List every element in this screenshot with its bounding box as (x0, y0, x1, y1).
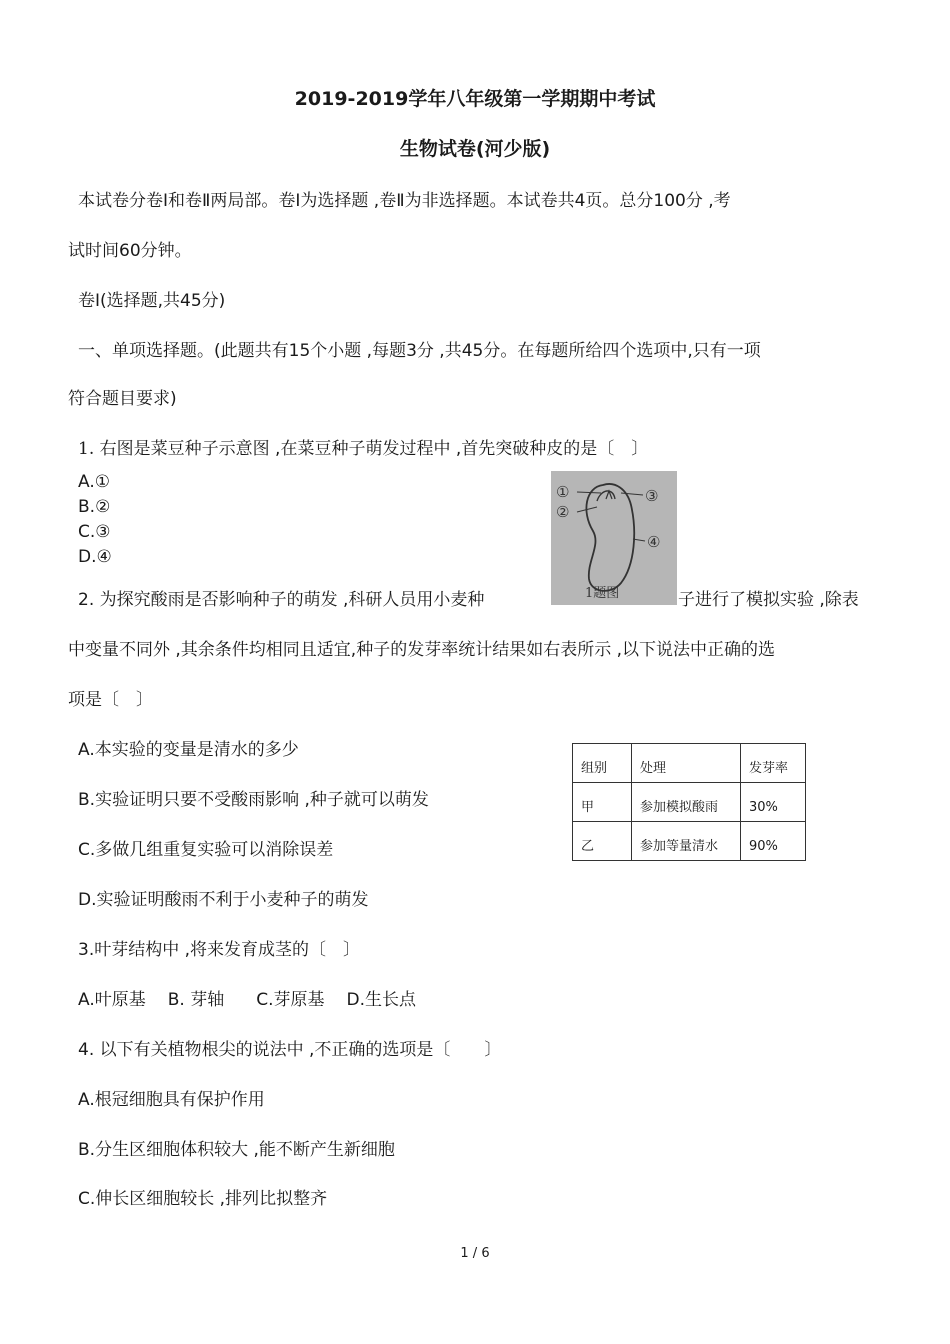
q3-stem: 3.叶芽结构中 ,将来发育成茎的〔 〕 (78, 940, 361, 960)
q2-stem-line-2: 中变量不同外 ,其余条件均相同且适宜,种子的发芽率统计结果如右表所示 ,以下说法中正确的选 (68, 640, 776, 660)
q4-stem: 4. 以下有关植物根尖的说法中 ,不正确的选项是〔 〕 (78, 1040, 502, 1060)
q1-option-d: D.④ (78, 547, 112, 567)
q4-option-a: A.根冠细胞具有保护作用 (78, 1090, 265, 1110)
q3-option-a: A.叶原基 (78, 990, 146, 1010)
q3-option-c: C.芽原基 (256, 990, 325, 1010)
table-row (573, 822, 806, 861)
q1-option-b: B.② (78, 497, 111, 517)
q2-stem-line-3: 项是〔 〕 (68, 690, 153, 710)
q2-option-a: A.本实验的变量是清水的多少 (78, 740, 299, 760)
label-4: ④ (647, 533, 661, 551)
header-group: 组别 (573, 744, 632, 783)
instructions-line-1: 一、单项选择题。(此题共有15个小题 ,每题3分 ,共45分。在每题所给四个选项中,只有一项 (78, 341, 761, 361)
germination-table (572, 743, 806, 861)
page-number: 1 / 6 (460, 1246, 490, 1261)
cell-treatment: 参加模拟酸雨 (632, 783, 741, 822)
label-line-1 (577, 492, 601, 493)
q2-option-c: C.多做几组重复实验可以消除误差 (78, 840, 334, 860)
q1-text: 右图是菜豆种子示意图 ,在菜豆种子萌发过程中 ,首先突破种皮的是〔 〕 (99, 439, 649, 459)
q1-number: 1. (78, 439, 95, 459)
instructions-line-2: 符合题目要求) (68, 389, 177, 409)
table-row (573, 783, 806, 822)
bean-seed-figure (551, 471, 677, 605)
cell-group: 甲 (573, 783, 632, 822)
cell-group: 乙 (573, 822, 632, 861)
header-treatment: 处理 (632, 744, 741, 783)
q1-option-a: A.① (78, 472, 110, 492)
q3-option-b: B. 芽轴 (167, 990, 225, 1010)
label-line-3 (621, 493, 643, 495)
q1-option-c: C.③ (78, 522, 111, 542)
cell-treatment: 参加等量清水 (632, 822, 741, 861)
figure-caption: 1题图 (585, 586, 620, 601)
seed-outline (586, 484, 634, 591)
q2-stem-part-a: 2. 为探究酸雨是否影响种子的萌发 ,科研人员用小麦种 (78, 590, 485, 610)
q2-option-b: B.实验证明只要不受酸雨影响 ,种子就可以萌发 (78, 790, 429, 810)
q3-options-row (78, 985, 416, 1010)
table-header-row (573, 744, 806, 783)
exam-title: 2019-2019学年八年级第一学期期中考试 (294, 88, 656, 110)
intro-line-2: 试时间60分钟。 (68, 241, 192, 261)
q2-stem-part-b: 子进行了模拟实验 ,除表 (678, 590, 859, 610)
exam-subtitle: 生物试卷(河少版) (399, 138, 551, 160)
cell-rate: 30% (741, 783, 806, 822)
q4-option-b: B.分生区细胞体积较大 ,能不断产生新细胞 (78, 1140, 395, 1160)
header-rate: 发芽率 (741, 744, 806, 783)
cell-rate: 90% (741, 822, 806, 861)
q3-option-d: D.生长点 (346, 990, 416, 1010)
q2-option-d: D.实验证明酸雨不利于小麦种子的萌发 (78, 890, 369, 910)
section-label: 卷Ⅰ(选择题,共45分) (78, 291, 226, 311)
intro-line-1: 本试卷分卷Ⅰ和卷Ⅱ两局部。卷Ⅰ为选择题 ,卷Ⅱ为非选择题。本试卷共4页。总分100分 ,考 (78, 191, 731, 211)
q1-stem (78, 434, 648, 459)
label-1: ① (556, 483, 570, 501)
label-2: ② (556, 503, 570, 521)
label-3: ③ (645, 487, 659, 505)
q4-option-c: C.伸长区细胞较长 ,排列比拟整齐 (78, 1189, 328, 1209)
